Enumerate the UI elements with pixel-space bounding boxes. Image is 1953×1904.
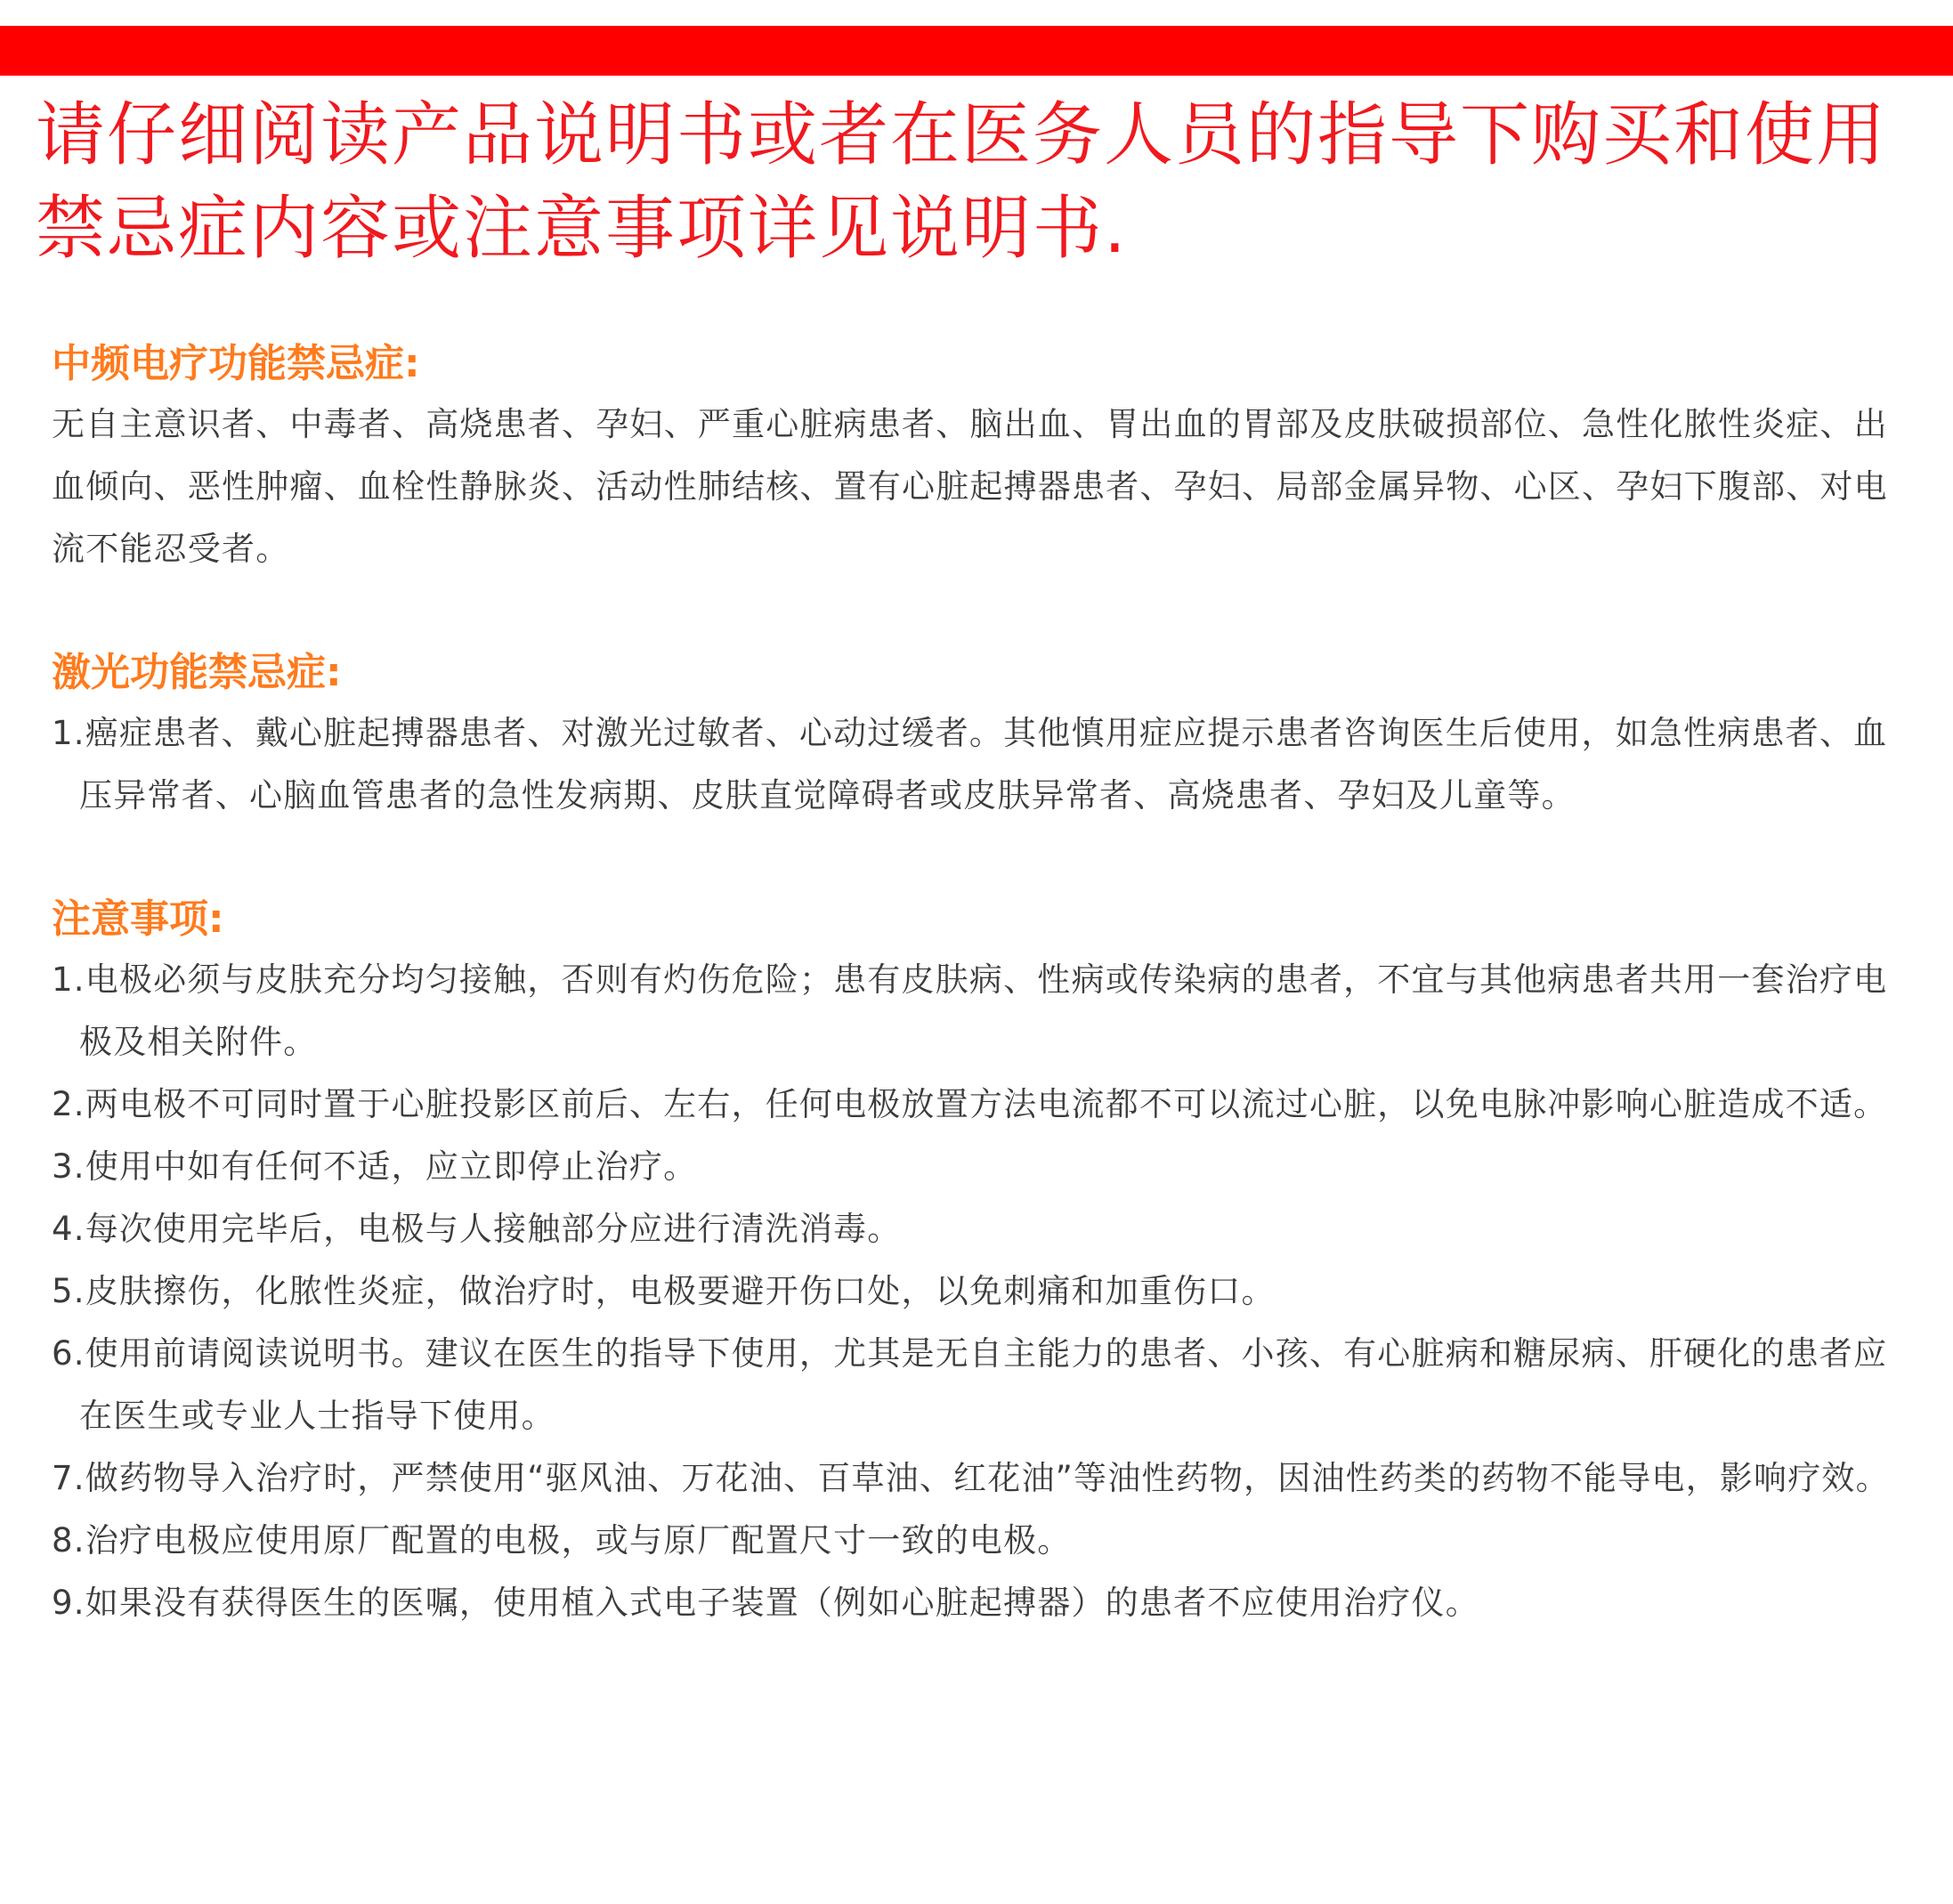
laser-contraindication-list	[52, 702, 1903, 827]
list-item: 9.如果没有获得医生的医嘱，使用植入式电子装置（例如心脏起搏器）的患者不应使用治疗仪。	[52, 1584, 1479, 1622]
list-item: 8.治疗电极应使用原厂配置的电极，或与原厂配置尺寸一致的电极。	[52, 1521, 1072, 1560]
warning-headline	[36, 89, 1932, 276]
section-body-text: 无自主意识者、中毒者、高烧患者、孕妇、严重心脏病患者、脑出血、胃出血的胃部及皮肤破损部位、急性化脓性炎症、出血倾向、恶性肿瘤、血栓性静脉炎、活动性肺结核、置有心脏起搏器患者、孕妇、局部金属异物、心区、孕妇下腹部、对电流不能忍受者。	[52, 405, 1888, 568]
section-mid-frequency-contraindications	[52, 335, 1903, 580]
section-laser-contraindications	[52, 644, 1903, 827]
list-item: 4.每次使用完毕后，电极与人接触部分应进行清洗消毒。	[52, 1210, 902, 1248]
list-item: 7.做药物导入治疗时，严禁使用“驱风油、万花油、百草油、红花油”等油性药物，因油性药类的药物不能导电，影响疗效。	[52, 1459, 1890, 1497]
list-item: 3.使用中如有任何不适，应立即停止治疗。	[52, 1147, 698, 1186]
list-item: 2.两电极不可同时置于心脏投影区前后、左右，任何电极放置方法电流都不可以流过心脏，以免电脉冲影响心脏造成不适。	[52, 1085, 1888, 1123]
list-item: 5.皮肤擦伤，化脓性炎症，做治疗时，电极要避开伤口处，以免刺痛和加重伤口。	[52, 1272, 1276, 1310]
top-red-bar	[0, 26, 1953, 76]
section-title: 中频电疗功能禁忌症:	[52, 341, 420, 386]
list-item: 1.癌症患者、戴心脏起搏器患者、对激光过敏者、心动过缓者。其他慎用症应提示患者咨询医生后使用，如急性病患者、血压异常者、心脑血管患者的急性发病期、皮肤直觉障碍者或皮肤异常者、高烧患者、孕妇及儿童等。	[52, 714, 1888, 814]
warning-headline-line-2: 禁忌症内容或注意事项详见说明书.	[36, 189, 1128, 269]
list-item: 1.电极必须与皮肤充分均匀接触，否则有灼伤危险；患有皮肤病、性病或传染病的患者，不宜与其他病患者共用一套治疗电极及相关附件。	[52, 960, 1888, 1061]
section-title: 注意事项:	[52, 896, 224, 942]
precautions-list	[52, 949, 1903, 1634]
warning-headline-line-1: 请仔细阅读产品说明书或者在医务人员的指导下购买和使用	[36, 95, 1888, 175]
section-title: 激光功能禁忌症:	[52, 650, 342, 695]
list-item: 6.使用前请阅读说明书。建议在医生的指导下使用，尤其是无自主能力的患者、小孩、有心脏病和糖尿病、肝硬化的患者应在医生或专业人士指导下使用。	[52, 1334, 1888, 1435]
section-precautions	[52, 890, 1903, 1634]
